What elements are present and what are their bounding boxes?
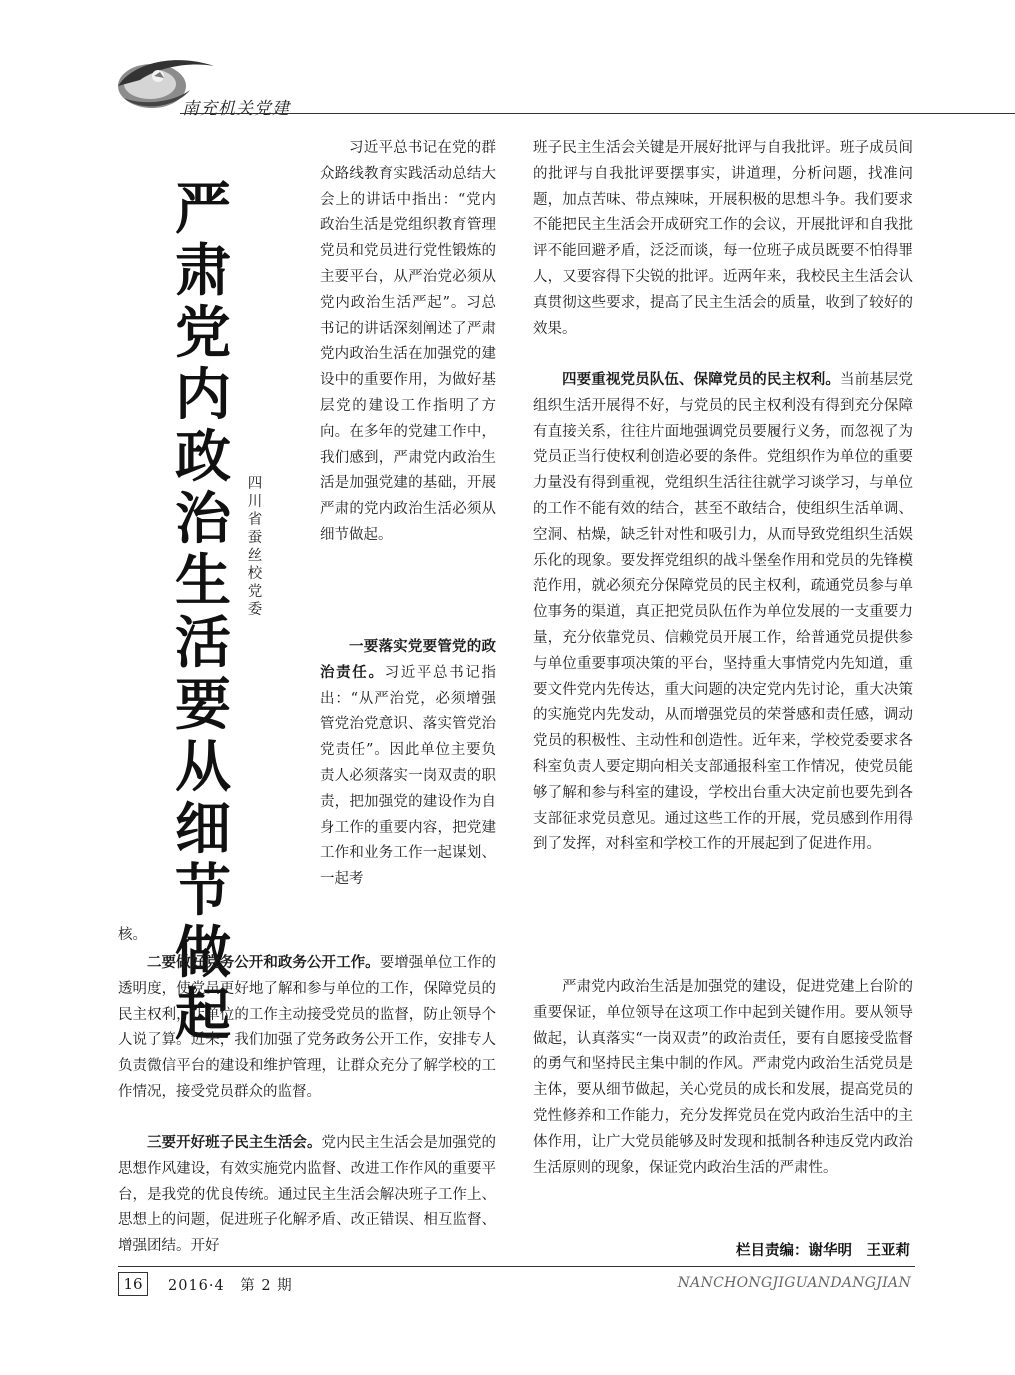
section-2-paragraph — [118, 951, 496, 1106]
title-char: 肃 — [175, 238, 231, 304]
article-title — [168, 178, 238, 1046]
section-3-body: 党内民主生活会是加强党的思想作风建设，有效实施党内监督、改进工作作风的重要平台，是我党的优良传统。通过民主生活会解决班子工作上、思想上的问题，促进班子化解矛盾、改正错误、相互监督、增强团结。开好 — [118, 1135, 497, 1255]
title-char: 起 — [175, 982, 231, 1048]
section-2-heading: 二要做好党务公开和政务公开工作。 — [147, 955, 380, 971]
title-char: 节 — [175, 858, 231, 924]
section-2-body: 要增强单位工作的透明度，使党员更好地了解和参与单位的工作，保障党员的民主权利，让单位的工作主动接受党员的监督，防止领导个人说了算。近来，我们加强了党务政务公开工作，安排专人负责微信平台的建设和维护管理，让群众充分了解学校的工作情况，接受党员群众的监督。 — [118, 955, 497, 1100]
section-4-paragraph — [533, 368, 913, 858]
section-1-body: 习近平总书记指出：“从严治党，必须增强管党治党意识、落实管党治党责任”。因此单位主要负责人必须落实一岗双责的职责，把加强党的建设作为自身工作的重要内容，把党建工作和业务工作一起谋划、一起考 — [320, 664, 497, 888]
author-char: 蚕 — [247, 530, 263, 546]
author-char: 省 — [247, 512, 263, 528]
journal-name-en: NANCHONGJIGUANDANGJIAN — [677, 1275, 911, 1291]
page-header — [110, 40, 1015, 120]
section-1-tail: 核。 — [118, 927, 147, 943]
title-char: 要 — [175, 672, 231, 738]
title-char: 细 — [175, 796, 231, 862]
section-1-heading: 一要落实党要管党的政治责任。 — [320, 639, 496, 681]
title-char: 从 — [175, 734, 231, 800]
author-char: 党 — [247, 584, 263, 600]
column-editor: 栏目责编：谢华明 王亚莉 — [736, 1243, 910, 1259]
header-divider — [180, 113, 1015, 114]
title-char: 党 — [175, 300, 231, 366]
author-char: 校 — [247, 566, 263, 582]
title-char: 治 — [175, 486, 231, 552]
section-3-continued: 班子民主生活会关键是开展好批评与自我批评。班子成员间的批评与自我批评要摆事实，讲道理，分析问题，找准问题，加点苦味、带点辣味，开展积极的思想斗争。我们要求不能把民主生活会开成研究工作的会议，开展批评和自我批评不能回避矛盾，泛泛而谈，每一位班子成员既要不怕得罪人，又要容得下尖锐的批评。近两年来，我校民主生活会认真贯彻这些要求，提高了民主生活会的质量，收到了较好的效果。 — [533, 140, 913, 337]
title-char: 做 — [175, 920, 231, 986]
section-4-heading: 四要重视党员队伍、保障党员的民主权利。 — [562, 372, 840, 388]
title-char: 政 — [175, 424, 231, 490]
section-4-body: 当前基层党组织生活开展得不好，与党员的民主权利没有得到充分保障有直接关系，往往片面地强调党员要履行义务，而忽视了为党员正当行使权利创造必要的条件。党组织作为单位的重要力量没有得到重视，党组织生活往往就学习谈学习，与单位的工作不能有效的结合，甚至不敢结合，使组织生活单调、空洞、枯燥，缺乏针对性和吸引力，从而导致党组织生活娱乐化的现象。要发挥党组织的战斗堡垒作用和党员的先锋模范作用，就必须充分保障党员的民主权利，疏通党员参与单位事务的渠道，真正把党员队伍作为单位发展的一支重要力量，充分依靠党员、信赖党员开展工作，给普通党员提供参与单位重要事项决策的平台，坚持重大事情党内先知道，重要文件党内先传达，重大问题的决定党内先讨论，重大决策的实施党内先发动，从而增强党员的荣誉感和责任感，调动党员的积极性、主动性和创造性。近年来，学校党委要求各科室负责人要定期向相关支部通报科室工作情况，使党员能够了解和参与科室的建设，学校出台重大决定前也要先到各支部征求党员意见。通过这些工作的开展，党员感到作用得到了发挥，对科室和学校工作的开展起到了促进作用。 — [533, 372, 914, 853]
intro-paragraph — [320, 136, 496, 549]
page-number: 16 — [118, 1272, 148, 1296]
title-char: 活 — [175, 610, 231, 676]
section-1-paragraph — [320, 635, 496, 893]
article-author — [243, 475, 267, 619]
title-char: 严 — [175, 176, 231, 242]
author-char: 丝 — [247, 548, 263, 564]
author-char: 川 — [247, 494, 263, 510]
title-char: 生 — [175, 548, 231, 614]
section-3-heading: 三要开好班子民主生活会。 — [147, 1135, 322, 1151]
author-char: 四 — [247, 476, 263, 492]
footer-divider — [118, 1266, 915, 1267]
issue-info: 2016·4 第 2 期 — [168, 1278, 293, 1294]
title-char: 内 — [175, 362, 231, 428]
section-3-paragraph — [118, 1131, 496, 1260]
journal-title: 南充机关党建 — [182, 99, 290, 119]
author-char: 委 — [247, 602, 263, 618]
conclusion-paragraph: 严肃党内政治生活是加强党的建设，促进党建上台阶的重要保证，单位领导在这项工作中起到关键作用。要从领导做起，认真落实“一岗双责”的政治责任，要有自愿接受监督的勇气和坚持民主集中制的作风。严肃党内政治生活党员是主体，要从细节做起，关心党员的成长和发展，提高党员的党性修养和工作能力，充分发挥党员在党内政治生活中的主体作用，让广大党员能够及时发现和抵制各种违反党内政治生活原则的现象，保证党内政治生活的严肃性。 — [533, 979, 913, 1176]
intro-text: 习近平总书记在党的群众路线教育实践活动总结大会上的讲话中指出：“党内政治生活是党组织教育管理党员和党员进行党性锻炼的主要平台，从严治党必须从党内政治生活严起”。习总书记的讲话深刻阐述了严肃党内政治生活在加强党的建设中的重要作用，为做好基层党的建设工作指明了方向。在多年的党建工作中，我们感到，严肃党内政治生活是加强党建的基础，开展严肃的党内政治生活必须从细节做起。 — [320, 140, 496, 543]
